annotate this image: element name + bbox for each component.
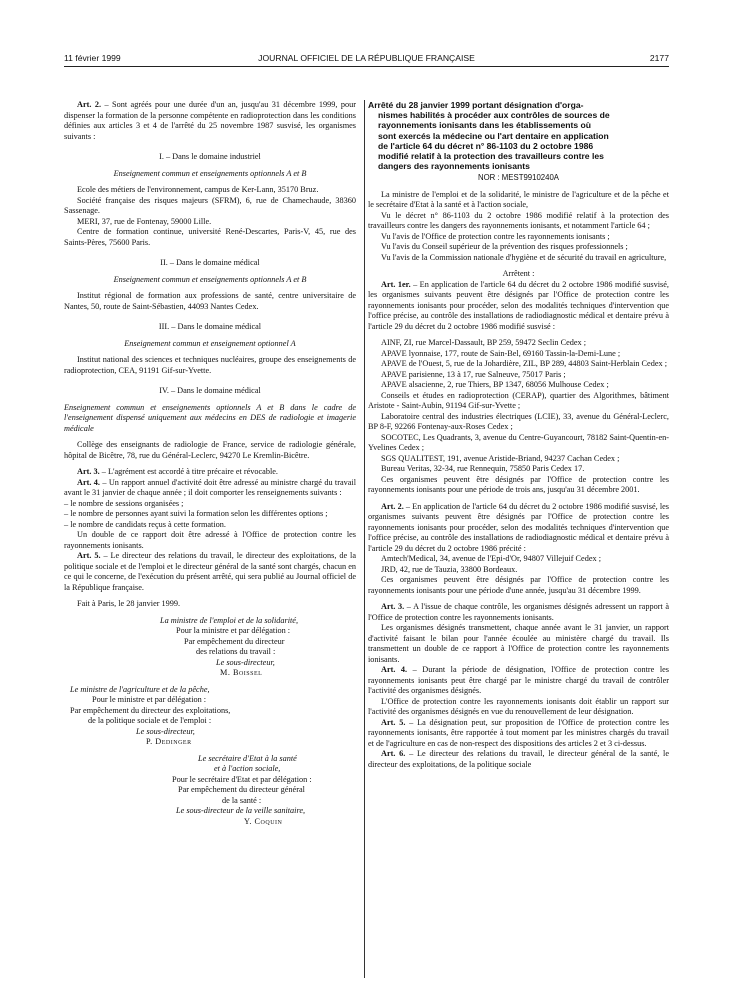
fait-a-paris: Fait à Paris, le 28 janvier 1999. xyxy=(77,599,181,608)
list-item: Laboratoire central des industries électriques (LCIE), 33, avenue du Général-Leclerc, BP 8-F, 92266 Fontenay-aux-Roses Cedex ; xyxy=(368,411,669,432)
signature-block-agriculture: Le ministre de l'agriculture et de la pêche, Pour le ministre et par délégation : Par empêchement du directeur des exploitations, de la politique sociale et de l'emploi : Le sous-directeur, P. Dedinger xyxy=(64,685,356,748)
right-art1: Art. 1er. – En application de l'article 64 du décret du 2 octobre 1986 modifié susvisé, les organismes suivants peuvent être désignés par l'Office de protection contre les rayonnements ionisants pour procéder, selon des modalités techniques d'intervention que l'office précise, au contrôle des installations de radiodiagnostic médical et dentaire prévu à l'article 29 du décret du 2 octobre 1986 modifié susvisé : xyxy=(368,279,669,331)
right-art2: Art. 2. – En application de l'article 64 du décret du 2 octobre 1986 modifié susvisé, les organismes suivants peuvent être désignés par l'Office de protection contre les rayonnements ionisants pour procéder, selon des modalités techniques d'intervention que l'office précise, au contrôle des installations de radiodiagnostic médical et dentaire prévu à l'article 29 du décret du 2 octobre 1986 précité : xyxy=(368,501,669,553)
section-title: I. – Dans le domaine industriel xyxy=(159,152,261,161)
list-item: – le nombre de sessions organisées ; xyxy=(64,498,184,508)
list-item: Centre de formation continue, université René-Descartes, Paris-V, 45, rue des Saints-Pères, 75600 Paris. xyxy=(64,227,356,247)
section-subtitle: Enseignement commun et enseignements optionnels A et B dans le cadre de l'enseignement dispensé uniquement aux médecins en DES de radiologie et imagerie médicale xyxy=(64,402,356,433)
preamble: Vu le décret n° 86-1103 du 2 octobre 1986 modifié relatif à la protection des travailleurs contre les dangers des rayonnements ionisants, et notamment l'article 64 ; xyxy=(368,210,669,231)
list-item: APAVE parisienne, 13 à 17, rue Salneuve, 75017 Paris ; xyxy=(381,369,566,379)
list-item: SGS QUALITEST, 191, avenue Aristide-Briand, 94237 Cachan Cedex ; xyxy=(381,453,620,463)
arretent: Arrêtent : xyxy=(502,269,535,279)
section-title: III. – Dans le domaine médical xyxy=(158,322,262,331)
right-art4: Art. 4. – Durant la période de désignation, l'Office de protection contre les rayonnements ionisants peut être chargé par le ministre chargé du travail de contrôler l'activité des organismes désignés. xyxy=(368,665,669,696)
art4-after: L'Office de protection contre les rayonnements ionisants doit établir un rapport sur l'activité des organismes désignés en vue du renouvellement de leur désignation. xyxy=(368,696,669,717)
left-art4: Art. 4. – Un rapport annuel d'activité doit être adressé au ministre chargé du travail avant le 31 janvier de chaque année ; il doit comporter les renseignements suivants : xyxy=(64,477,356,497)
right-art6: Art. 6. – Le directeur des relations du travail, le directeur général de la santé, le directeur des exploitations, de la politique sociale xyxy=(368,749,669,769)
list-item: Bureau Veritas, 32-34, rue Rennequin, 75850 Paris Cedex 17. xyxy=(381,464,585,474)
header-date: 11 février 1999 xyxy=(64,53,121,63)
right-art5: Art. 5. – La désignation peut, sur proposition de l'Office de protection contre les rayonnements ionisants, être rapportée à tout moment par les ministres chargés du travail et de l'agriculture en cas de non-respect des dispositions des articles 2 et 3 ci-dessus. xyxy=(368,717,669,748)
list-item: APAVE de l'Ouest, 5, rue de la Johardière, ZIL, BP 289, 44803 Saint-Herblain Cedex ; xyxy=(381,359,667,369)
signatory-name: M. Boissel xyxy=(220,668,263,677)
list-item: Ecole des métiers de l'environnement, campus de Ker-Lann, 35170 Bruz. xyxy=(77,185,319,194)
art2-after: Ces organismes peuvent être désignés par l'Office de protection contre les rayonnements ionisants pour une période d'une année, jusqu'au 31 décembre 1999. xyxy=(368,575,669,595)
signatory-name: P. Dedinger xyxy=(146,737,192,746)
column-divider xyxy=(364,100,365,978)
list-item: Institut national des sciences et techniques nucléaires, groupe des enseignements de radioprotection, CEA, 91191 Gif-sur-Yvette. xyxy=(64,355,356,375)
right-column xyxy=(368,100,669,770)
list-item: JRD, 42, rue de Tauzia, 33800 Bordeaux. xyxy=(381,564,518,574)
header-page-number: 2177 xyxy=(649,53,669,63)
decree-title: Arrêté du 28 janvier 1999 portant désignation d'orga- nismes habilités à procéder aux contrôles de sources de rayonnements ionisants dans les établissements où sont exercés la médecine ou l'art dentaire en application de l'article 64 du décret n° 86-1103 du 2 octobre 1986 modifié relatif à la protection des travailleurs contre les dangers des rayonnements ionisants xyxy=(368,100,610,172)
list-item: Société française des risques majeurs (SFRM), 6, rue de Chamechaude, 38360 Sassenage. xyxy=(64,195,356,215)
list-item: Collège des enseignants de radiologie de France, service de radiologie générale, hôpital de Bicêtre, 78, rue du Général-Leclerc, 94270 Le Kremlin-Bicêtre. xyxy=(64,440,356,460)
section-subtitle: Enseignement commun et enseignement optionnel A xyxy=(124,338,296,348)
list-item: SOCOTEC, Les Quadrants, 3, avenue du Centre-Guyancourt, 78182 Saint-Quentin-en-Yvelines Cedex ; xyxy=(368,432,669,453)
list-item: MERI, 37, rue de Fontenay, 59000 Lille. xyxy=(77,216,212,226)
left-art5: Art. 5. – Le directeur des relations du travail, le directeur des exploitations, de la politique sociale et de l'emploi et le directeur général de la santé sont chargés, chacun en ce qui le concerne, de l'exécution du présent arrêté, qui sera publié au Journal officiel de la République française. xyxy=(64,551,356,592)
nor-reference: NOR : MEST9910240A xyxy=(477,173,560,183)
list-item: Amtech'Medical, 34, avenue de l'Epi-d'Or, 94807 Villejuif Cedex ; xyxy=(381,554,601,564)
left-art2: Art. 2. – Sont agréés pour une durée d'un an, jusqu'au 31 décembre 1999, pour dispenser la formation de la personne compétente en radioprotection dans les conditions définies aux articles 3 et 4 de l'arrêté du 25 novembre 1987 susvisé, les organismes suivants : xyxy=(64,100,356,141)
list-item: – le nombre de candidats reçus à cette formation. xyxy=(64,519,226,529)
section-title: IV. – Dans le domaine médical xyxy=(159,386,261,395)
section-subtitle: Enseignement commun et enseignements optionnels A et B xyxy=(113,168,307,178)
preamble: Vu l'avis de la Commission nationale d'hygiène et de sécurité du travail en agriculture, xyxy=(381,252,667,262)
left-art3: Art. 3. – L'agrément est accordé à titre précaire et révocable. xyxy=(77,467,278,476)
header-rule xyxy=(64,66,669,67)
list-item: – le nombre de personnes ayant suivi la formation selon les différentes options ; xyxy=(64,509,328,518)
list-item: APAVE alsacienne, 2, rue Thiers, BP 1347, 68056 Mulhouse Cedex ; xyxy=(381,380,609,390)
list-item: AINF, ZI, rue Marcel-Dassault, BP 259, 59472 Seclin Cedex ; xyxy=(381,338,587,348)
art4-list xyxy=(64,499,356,531)
preamble: La ministre de l'emploi et de la solidarité, le ministre de l'agriculture et de la pêche et le secrétaire d'Etat à la santé et à l'action sociale, xyxy=(368,189,669,210)
list-item: APAVE lyonnaise, 177, route de Sain-Bel, 69160 Tassin-la-Demi-Lune ; xyxy=(381,348,621,358)
signature-block-emploi: La ministre de l'emploi et de la solidarité, Pour la ministre et par délégation : Par empêchement du directeur des relations du travail : Le sous-directeur, M. Boissel xyxy=(64,616,356,679)
preamble: Vu l'avis du Conseil supérieur de la prévention des risques professionnels ; xyxy=(381,242,628,252)
signatory-name: Y. Coquin xyxy=(244,816,283,826)
art1-after: Ces organismes peuvent être désignés par l'Office de protection contre les rayonnements ionisants pour une période de trois ans, jusqu'au 31 décembre 2001. xyxy=(368,474,669,495)
art4-after: Un double de ce rapport doit être adressé à l'Office de protection contre les rayonnements ionisants. xyxy=(64,530,356,550)
section-subtitle: Enseignement commun et enseignements optionnels A et B xyxy=(113,274,307,284)
art3-after: Les organismes désignés transmettent, chaque année avant le 31 janvier, un rapport d'activité faisant le bilan pour l'année écoulée au ministère chargé du travail. Ils transmettent un double de ce rapport à l'Office de protection contre les rayonnements ionisants. xyxy=(368,623,669,664)
right-art3: Art. 3. – A l'issue de chaque contrôle, les organismes désignés adressent un rapport à l'Office de protection contre les rayonnements ionisants. xyxy=(368,602,670,622)
left-column xyxy=(64,100,356,827)
list-item: Institut régional de formation aux professions de santé, centre universitaire de Nantes, 50, route de Saint-Sébastien, 44093 Nantes Cedex. xyxy=(64,291,356,311)
signature-block-sante: Le secrétaire d'Etat à la santé et à l'action sociale, Pour le secrétaire d'Etat et par délégation : Par empêchement du directeur général de la santé : Le sous-directeur de la veille sanitaire, Y. Coquin xyxy=(64,754,356,828)
list-item: Conseils et études en radioprotection (CERAP), quartier des Algorithmes, bâtiment Aristote - Saint-Aubin, 91194 Gif-sur-Yvette ; xyxy=(368,390,669,411)
section-title: II. – Dans le domaine médical xyxy=(160,258,260,267)
preamble: Vu l'avis de l'Office de protection contre les rayonnements ionisants ; xyxy=(381,231,610,241)
header-journal-title: JOURNAL OFFICIEL DE LA RÉPUBLIQUE FRANÇAISE xyxy=(258,53,475,63)
